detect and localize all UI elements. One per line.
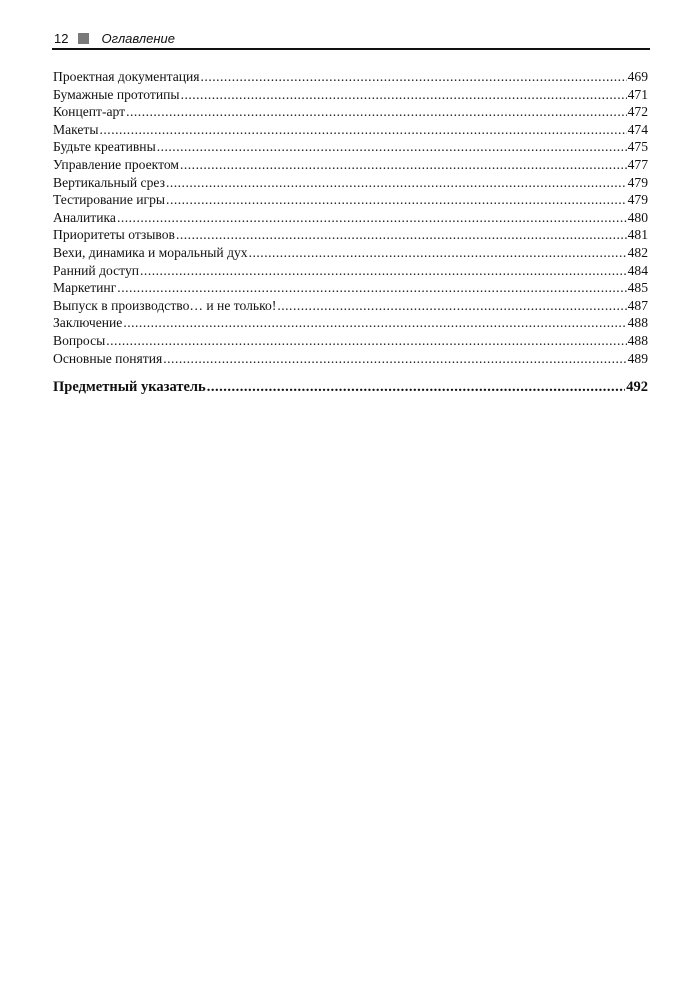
toc-entry[interactable] <box>53 191 648 209</box>
dot-leader <box>181 86 627 104</box>
toc-entry-label: Маркетинг <box>53 280 117 296</box>
toc-entry-label: Концепт-арт <box>53 104 126 120</box>
toc-entry-label: Приоритеты отзывов <box>53 227 175 243</box>
toc-entry[interactable] <box>53 297 648 315</box>
toc-entry-page: 479 <box>627 174 648 190</box>
toc-entry-label: Выпуск в производство… и не только! <box>53 297 277 313</box>
toc-entry[interactable] <box>53 244 648 262</box>
toc-entry-page: 479 <box>627 192 648 208</box>
toc-index-label: Предметный указатель <box>53 379 206 396</box>
toc-entry[interactable] <box>53 156 648 174</box>
toc-entry-label: Основные понятия <box>53 350 163 366</box>
dot-leader <box>176 226 627 244</box>
dot-leader <box>126 103 627 121</box>
toc-entry-page: 488 <box>627 315 648 331</box>
dot-leader <box>157 138 627 156</box>
toc-entry-label: Проектная документация <box>53 69 200 84</box>
toc-entry-label: Вертикальный срез <box>53 174 165 190</box>
toc-entry[interactable] <box>53 350 648 368</box>
dot-leader <box>117 279 626 297</box>
toc-entry[interactable] <box>53 121 648 139</box>
toc-entry-label: Будьте креативны <box>53 139 156 155</box>
dot-leader <box>140 262 627 280</box>
toc-entry[interactable] <box>53 68 648 86</box>
toc-entry-label: Управление проектом <box>53 156 179 172</box>
toc-entry-page: 475 <box>627 139 648 155</box>
toc-entry[interactable] <box>53 138 648 156</box>
toc-entry-label: Вехи, динамика и моральный дух <box>53 244 248 260</box>
toc-entry[interactable] <box>53 262 648 280</box>
table-of-contents <box>53 68 648 397</box>
dot-leader <box>123 314 626 332</box>
toc-entry[interactable] <box>53 209 648 227</box>
toc-entry[interactable] <box>53 103 648 121</box>
toc-entry-label: Бумажные прототипы <box>53 86 180 102</box>
toc-entry-page: 477 <box>627 156 648 172</box>
dot-leader <box>166 174 627 192</box>
toc-entry-label: Заключение <box>53 315 123 331</box>
toc-entry-page: 474 <box>627 121 648 137</box>
dot-leader <box>201 68 627 86</box>
running-header <box>52 28 650 50</box>
dot-leader <box>100 121 627 139</box>
dot-leader <box>207 379 626 397</box>
toc-entry-label: Ранний доступ <box>53 262 140 278</box>
toc-entry-page: 482 <box>627 244 648 260</box>
toc-entry-page: 480 <box>627 209 648 225</box>
dot-leader <box>180 156 627 174</box>
dot-leader <box>277 297 626 315</box>
toc-entry-page: 487 <box>627 297 648 313</box>
toc-entry-page: 485 <box>627 280 648 296</box>
dot-leader <box>117 209 627 227</box>
toc-entry-label: Макеты <box>53 121 99 137</box>
toc-entry-label: Аналитика <box>53 209 116 225</box>
toc-entry[interactable] <box>53 332 648 350</box>
toc-entry[interactable] <box>53 314 648 332</box>
toc-entry-page: 472 <box>627 104 648 120</box>
toc-entry-page: 471 <box>627 86 648 102</box>
toc-entry-label: Тестирование игры <box>53 192 166 208</box>
square-marker-icon <box>78 33 89 44</box>
toc-entry-label: Вопросы <box>53 332 106 348</box>
toc-entry-page: 488 <box>627 332 648 348</box>
toc-index-page: 492 <box>626 379 648 396</box>
dot-leader <box>249 244 627 262</box>
dot-leader <box>106 332 626 350</box>
dot-leader <box>163 350 626 368</box>
toc-entry[interactable] <box>53 226 648 244</box>
page-number: 12 <box>54 30 69 46</box>
toc-entry-page: 481 <box>627 227 648 243</box>
toc-entry[interactable] <box>53 86 648 104</box>
toc-index-entry[interactable] <box>53 379 648 397</box>
toc-entry[interactable] <box>53 174 648 192</box>
toc-entry-page: 484 <box>627 262 648 278</box>
dot-leader <box>166 191 627 209</box>
toc-entry-page: 469 <box>627 69 648 84</box>
section-title: Оглавление <box>101 30 175 46</box>
toc-entry[interactable] <box>53 279 648 297</box>
toc-entry-page: 489 <box>627 350 648 366</box>
